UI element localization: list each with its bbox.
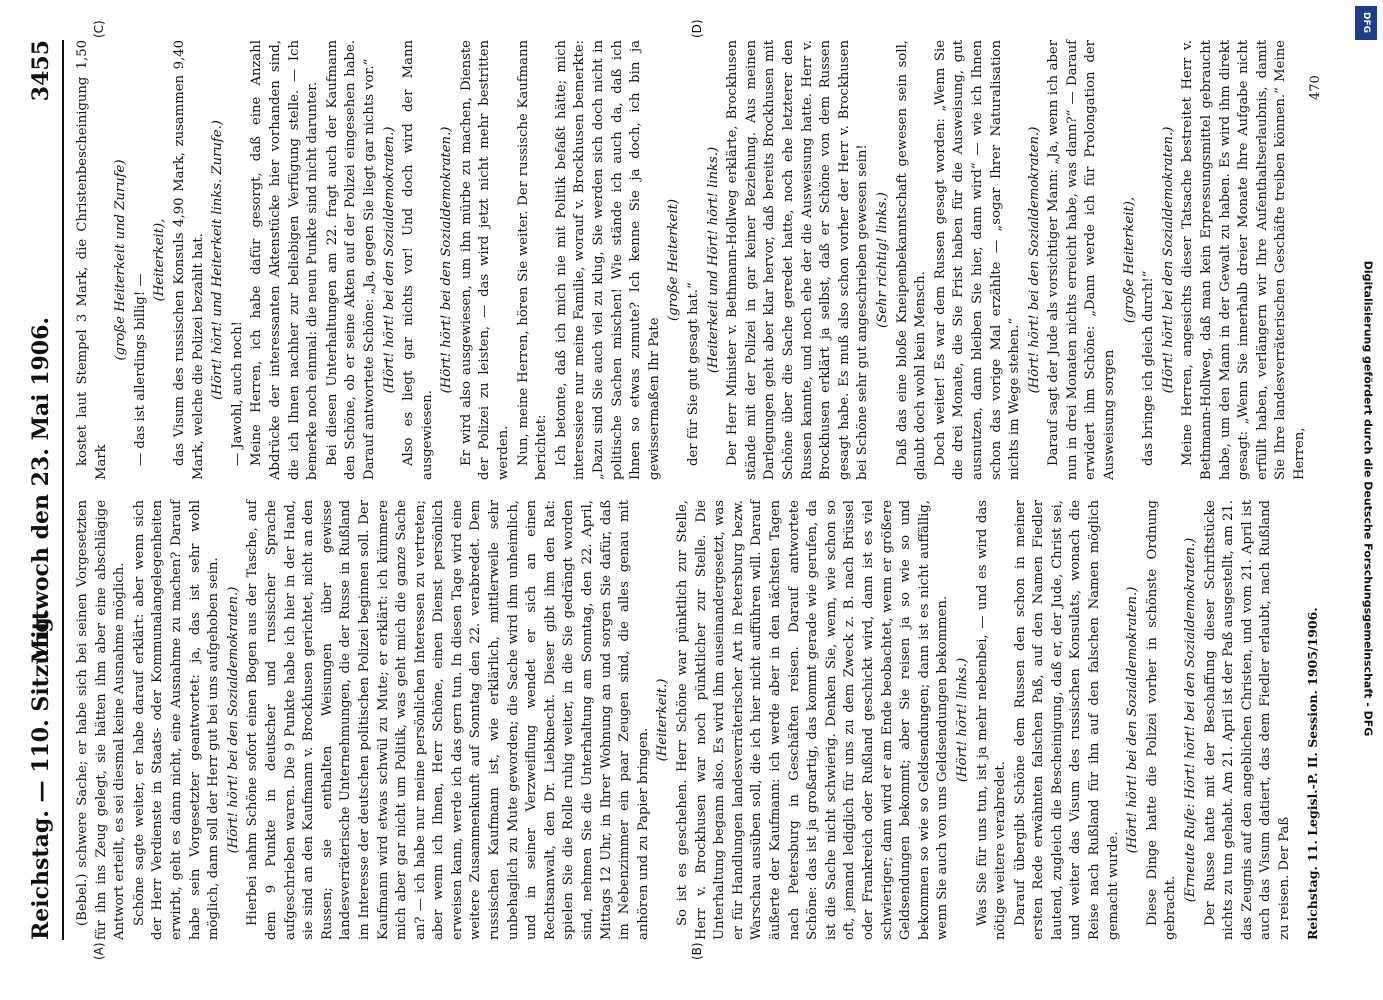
left-column — [74, 500, 1296, 940]
paragraph: Meine Herren, ich habe dafür gesorgt, daß eine Anzahl Abdrücke der interessanten Aktenstücke hier vorhanden sind, die ich Ihnen nachher zur beliebigen Verfügung stelle. — Ich bemerke noch einmal: die neun Punkte sind nicht darunter. — [249, 40, 321, 480]
dfg-logo-icon: DFG — [1355, 6, 1377, 40]
paragraph: (Hört! hört! und Heiterkeit links. Zurufe.) — [210, 120, 226, 400]
paragraph: (Hört! hört! bei den Sozialdemokraten.) — [439, 126, 455, 394]
paragraph: Darauf übergibt Schöne dem Russen den schon in meiner ersten Rede erwähnten falschen Paß, auf den Namen Fiedler lautend, zugleich die Bescheinigung, daß er, der Jude, Christ sei, und weiter das Visum des russischen Konsulats, wonach die Reise nach Rußland für ihn auf den falschen Namen möglich gemacht wurde. — [1012, 500, 1121, 940]
margin-marker-c: (C) — [92, 20, 106, 38]
paragraph: Er wird also ausgewiesen, um ihn mürbe zu machen, Dienste der Polizei zu leisten, — das wird jetzt nicht mehr bestritten werden. — [458, 40, 512, 480]
paragraph: (Hört! hört! bei den Sozialdemokraten.) — [1160, 126, 1176, 394]
margin-marker-a: (A) — [92, 942, 106, 960]
paragraph: Meine Herren, angesichts dieser Tatsache bestreitet Herr v. Bethmann-Hollweg, daß man kein Erpressungsmittel gebraucht habe, um den Mann in der Gewalt zu haben. Es wird ihm direkt gesagt: „Wenn Sie innerhalb dreier Monate Ihre Aufgabe nicht erfüllt haben, verlängern wir Ihre Aufenthaltserlaubnis, damit Sie Ihre landesverräterischen Geschäfte treiben können.“ Meine Herren, — [1180, 40, 1307, 480]
paragraph: (große Heiterkeit), — [1121, 196, 1137, 324]
paragraph: der für Sie gut gesagt hat.“ — [686, 282, 701, 466]
digitization-credit — [1353, 0, 1383, 1000]
paragraph: — das ist allerdings billig! — — [132, 273, 148, 466]
paragraph: das Visum des russischen Konsuls 4,90 Mark, zusammen 9,40 Mark, welche die Polizei bezahlt hat. — [171, 40, 206, 480]
paragraph: (Erneute Rufe: Hört! hört! bei den Sozialdemokraten.) — [1183, 537, 1199, 903]
paragraph: Schöne sagte weiter, er habe darauf erklärt: aber wenn sich der Herr Verdienste in Staats- oder Kommunalangelegenheiten erwirbt, geht es dann nicht, eine Ausnahme zu machen? Darauf habe sein Vorgesetzter geantwortet: ja, das ist sehr wohl möglich, dann soll der Herr gut bei uns aufgehoben sein. — [131, 500, 222, 940]
paragraph: (Bebel.) schwere Sache; er habe sich bei seinen Vorgesetzten für ihn ins Zeug gelegt, sie hätten ihm aber eine abschlägige Antwort erteilt, es sei diesmal keine Ausnahme möglich. — [75, 500, 128, 940]
paragraph: (Heiterkeit und Hört! hört! links.) — [705, 146, 721, 374]
credit-text: Digitalisierung gefördert durch die Deutsche Forschungsgemeinschaft - DFG — [1361, 260, 1375, 737]
paragraph: (große Heiterkeit) — [666, 198, 682, 322]
right-column — [74, 40, 1311, 480]
paragraph: das bringe ich gleich durch!“ — [1141, 270, 1157, 466]
paragraph: (Hört! hört! bei den Sozialdemokraten.) — [1026, 126, 1042, 394]
paragraph: Hierbei nahm Schöne sofort einen Bogen aus der Tasche, auf dem 9 Punkte in deutscher und russischer Sprache aufgeschrieben waren. Die 9 Punkte habe ich hier in der Hand, sie sind an den Kaufmann v. Brockhusen gerichtet, nicht an den Russen; sie enthalten Weisungen über gewisse landesverräterische Unternehmungen, die der Russe in Rußland im Interesse der deutschen politischen Polizei beginnen soll. Der Kaufmann wird etwas schwül zu Mute; er erklärt: ich kümmere mich aber gar nicht um Politik, was geht mich die ganze Sache an? — ich habe nur meine persönlichen Interessen zu vertreten; aber wenn ich Ihnen, Herr Schöne, einen Dienst persönlich erweisen kann, werde ich das gern tun. In diesen Tage wird eine weitere Zusammenkunft auf Sonntag den 22. verabredet. Dem russischen Kaufmann ist, wie erklärlich, mittlerweile sehr unbehaglich zu Mute geworden; die Sache wird ihm unheimlich, und in seiner Verzweiflung wendet er sich an einen Rechtsanwalt, den Dr. Liebknecht. Dieser gibt ihm den Rat: spielen Sie die Rolle ruhig weiter, in die Sie gedrängt worden sind, nehmen Sie die Unterhaltung am Sonntag, den 22. April, Mittags 12 Uhr, in Ihrer Wohnung an und sorgen Sie dafür, daß im Nebenzimmer ein paar Zeugen sind, die alles genau mit anhören und zu Papier bringen. — [245, 500, 651, 940]
paragraph: Bei diesen Unterhaltungen am 22. fragt auch der Kaufmann den Schöne, ob er seine Akten auf der Polizei eingesehen habe. Darauf antwortete Schöne: „Ja, gegen Sie liegt gar nichts vor.“ — [324, 40, 377, 480]
paragraph: — Jawohl, auch noch! — [229, 321, 245, 466]
paragraph: Der Russe hatte mit der Beschaffung dieser Schriftstücke nichts zu tun gehabt. Am 21. April ist der Paß ausgestellt, am 21. das Zeugnis auf den angeblichen Christen, und vom 21. April ist auch das Visum datiert, das dem Fiedler erlaubt, nach Rußland zu reisen. Der Paß — [1202, 500, 1292, 940]
margin-marker-b: (B) — [690, 942, 704, 960]
paragraph: Ich betonte, daß ich mich nie mit Politik befaßt hätte; mich interessiere nur meine Familie, worauf v. Brockhusen bemerkte: „Dazu sind Sie auch viel zu klug, Sie werden sich doch nicht in politische Sachen mischen! Wie stände ich auch da, daß ich Ihnen so etwas zumute? Ich kenne Sie ja doch, ich bin ja gewissermaßen Ihr Pate — [553, 40, 662, 480]
paragraph: (Hört! hört! bei den Sozialdemokraten.) — [225, 586, 241, 854]
page-number: 3455 — [28, 40, 54, 102]
paragraph: Also es liegt gar nichts vor! Und doch wird der Mann ausgewiesen. — [401, 40, 435, 480]
page-footer: Reichstag. 11. Legisl.-P. II. Session. 1905/1906. — [1305, 607, 1320, 940]
paragraph: (Heiterkeit.) — [655, 678, 671, 762]
paragraph: (Sehr richtig! links.) — [874, 192, 890, 328]
paragraph: Nun, meine Herren, hören Sie weiter. Der russische Kaufmann berichtet: — [515, 40, 550, 480]
paragraph: (Heiterkeit), — [152, 218, 168, 302]
header-rule — [62, 40, 64, 940]
paragraph: Darauf sagt der Jude als vorsichtiger Mann: „Ja, wenn ich aber nun in drei Monaten nichts erreicht habe, was dann?“ — Darauf erwidert ihm Schöne: „Dann werde ich für Prolongation der Ausweisung sorgen — [1046, 40, 1118, 480]
paragraph: (Hört! hört! bei den Sozialdemokraten.) — [1125, 586, 1141, 854]
paragraph: Doch weiter! Es war dem Russen gesagt worden: „Wenn Sie die drei Monate, die Sie Frist haben für die Ausweisung, gut ausnutzen, dann bleiben Sie hier, dann wird“ — wie ich Ihnen schon das vorige Mal erzählte — „sogar Ihrer Naturalisation nichts im Wege stehen.“ — [932, 40, 1023, 480]
paragraph: kostet laut Stempel 3 Mark, die Christenbescheinigung 1,50 Mark — [75, 40, 109, 480]
paragraph: Was Sie für uns tun, ist ja mehr nebenbei, — und es wird das nötige weitere verabredet. — [974, 500, 1009, 940]
folio-number: 470 — [1308, 75, 1323, 100]
page-header — [22, 40, 62, 940]
paragraph: (große Heiterkeit und Zurufe) — [113, 159, 129, 361]
paragraph: Daß das eine bloße Kneipenbekanntschaft gewesen sein soll, glaubt doch wohl kein Mensch. — [894, 40, 929, 480]
paragraph: (Hört! hört! bei den Sozialdemokraten.) — [381, 126, 397, 394]
header-date: Mittwoch den 23. Mai 1906. — [28, 316, 54, 664]
paragraph: (Hört! hört! links.) — [954, 657, 970, 783]
paragraph: So ist es geschehen. Herr Schöne war pünktlich zur Stelle, Herr v. Brockhusen war noch pünktlicher zur Stelle. Die Unterhaltung begann also. Es wird ihm auseinandergesetzt, was er für Handlungen landesverräterischer Art in Petersburg bezw. Warschau ausüben soll, die ich hier nicht aufführen will. Darauf äußerte der Kaufmann: ich werde aber in den nächsten Tagen nach Petersburg in Geschäften reisen. Darauf antwortete Schöne: das ist ja großartig, das kommt gerade wie gerufen, da ist die Sache nicht schwierig. Denken Sie, wenn, wie schon so oft, jemand lediglich für uns zu dem Zweck z. B. nach Brüssel oder Frankreich oder Rußland geschickt wird, dann ist es viel schwieriger; dann wird er am Ende beobachtet, wenn er größere Geldsendungen bekommt; aber Sie reisen ja so wie so und bekommen so wie so Geldsendungen; dann ist es nicht auffällig, wenn Sie auch von uns Geldsendungen bekommen. — [675, 500, 951, 940]
header-left: Reichstag. — 110. Sitzung. — [28, 609, 54, 940]
paragraph: Der Herr Minister v. Bethmann-Hollweg erklärte, Brockhusen stände mit der Polizei in gar keiner Beziehung. Aus meinen Darlegungen geht aber klar hervor, daß bereits Brockhusen mit Schöne über die Sache geredet hatte, noch ehe letzterer den Russen kannte, und noch ehe der die Ausweisung hatte. Herr v. Brockhusen erklärt ja selbst, daß er Schöne von dem Russen gesagt habe. Es muß also schon vorher der Herr v. Brockhusen bei Schöne sehr gut angeschrieben gewesen sein! — [725, 40, 871, 480]
paragraph: Diese Dinge hatte die Polizei vorher in schönste Ordnung gebracht. — [1144, 500, 1179, 940]
margin-marker-d: (D) — [690, 19, 704, 38]
